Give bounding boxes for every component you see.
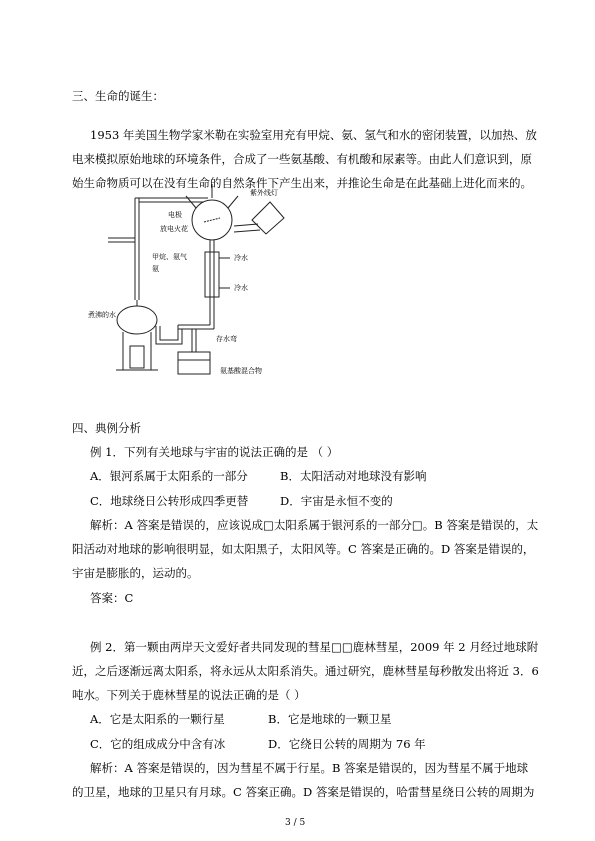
label-electrode: 电极 bbox=[168, 211, 182, 219]
label-spark: 放电火花 bbox=[160, 225, 188, 233]
page-number: 3 / 5 bbox=[285, 818, 306, 828]
section-heading-life-origin: 三、生命的诞生： bbox=[72, 89, 164, 103]
label-cold-water-out: 冷水 bbox=[234, 284, 248, 292]
example-1-analysis-line-2: 阳活动对地球的影响很明显，如太阳黑子，太阳风等。C 答案是正确的。D 答案是错误的， bbox=[72, 542, 535, 556]
example-2-question-line-1: 例 2．第一颗由两岸天文爱好者共同发现的彗星□□鹿林彗星，2009 年 2 月经过地球附 bbox=[90, 640, 539, 654]
label-uv-lamp: 紫外线灯 bbox=[250, 189, 278, 197]
example-2-question-line-3: 吨水。下列关于鹿林彗星的说法正确的是（ ） bbox=[72, 688, 306, 702]
label-gases: 甲烷、氨气 bbox=[152, 253, 187, 261]
label-water-trap: 存水弯 bbox=[216, 335, 237, 343]
label-ammonia: 氨 bbox=[152, 265, 159, 273]
example-1-option-b: B．太阳活动对地球没有影响 bbox=[280, 469, 427, 483]
label-boiling-water: 煮沸的水 bbox=[88, 311, 116, 319]
paragraph-line-2: 电来模拟原始地球的环境条件，合成了一些氨基酸、有机酸和尿素等。由此人们意识到，原 bbox=[72, 152, 532, 166]
example-1-analysis-line-3: 宇宙是膨胀的，运动的。 bbox=[72, 566, 199, 580]
example-1-question: 例 1．下列有关地球与宇宙的说法正确的是 （ ） bbox=[90, 445, 339, 459]
label-cold-water-in: 冷水 bbox=[234, 254, 248, 262]
example-1-option-d: D．宇宙是永恒不变的 bbox=[280, 494, 393, 508]
miller-experiment-diagram bbox=[88, 180, 338, 385]
example-2-analysis-line-1: 解析：A 答案是错误的，因为彗星不属于行星。B 答案是错误的，因为彗星不属于地球 bbox=[90, 761, 529, 775]
example-2-option-d: D．它绕日公转的周期为 76 年 bbox=[268, 737, 426, 751]
example-2-option-c: C．它的组成成分中含有冰 bbox=[90, 737, 226, 751]
example-2-question-line-2: 近，之后逐渐远离太阳系，将永远从太阳系消失。通过研究，鹿林彗星每秒散发出将近 3．6 bbox=[72, 664, 539, 678]
paragraph-line-3: 始生命物质可以在没有生命的自然条件下产生出来，并推论生命是在此基础上进化而来的。 bbox=[72, 176, 532, 190]
example-2-option-b: B．它是地球的一颗卫星 bbox=[268, 712, 392, 726]
example-1-option-a: A．银河系属于太阳系的一部分 bbox=[90, 469, 248, 483]
section-heading-examples: 四、典例分析 bbox=[72, 421, 141, 435]
example-1-option-c: C．地球绕日公转形成四季更替 bbox=[90, 494, 249, 508]
example-1-answer: 答案：C bbox=[90, 591, 134, 605]
example-2-analysis-line-2: 的卫星，地球的卫星只有月球。C 答案正确。D 答案是错误的，哈雷彗星绕日公转的周期为 bbox=[72, 785, 535, 799]
label-amino-acid-mixture: 氨基酸混合物 bbox=[220, 367, 262, 375]
paragraph-line-1: 1953 年美国生物学家米勒在实验室用充有甲烷、氨、氢气和水的密闭装置，以加热、放 bbox=[90, 128, 537, 142]
example-1-analysis-line-1: 解析：A 答案是错误的，应该说成□太阳系属于银河系的一部分□。B 答案是错误的，太 bbox=[90, 518, 539, 532]
example-2-option-a: A．它是太阳系的一颗行星 bbox=[90, 712, 225, 726]
apparatus-drawing bbox=[88, 180, 338, 385]
